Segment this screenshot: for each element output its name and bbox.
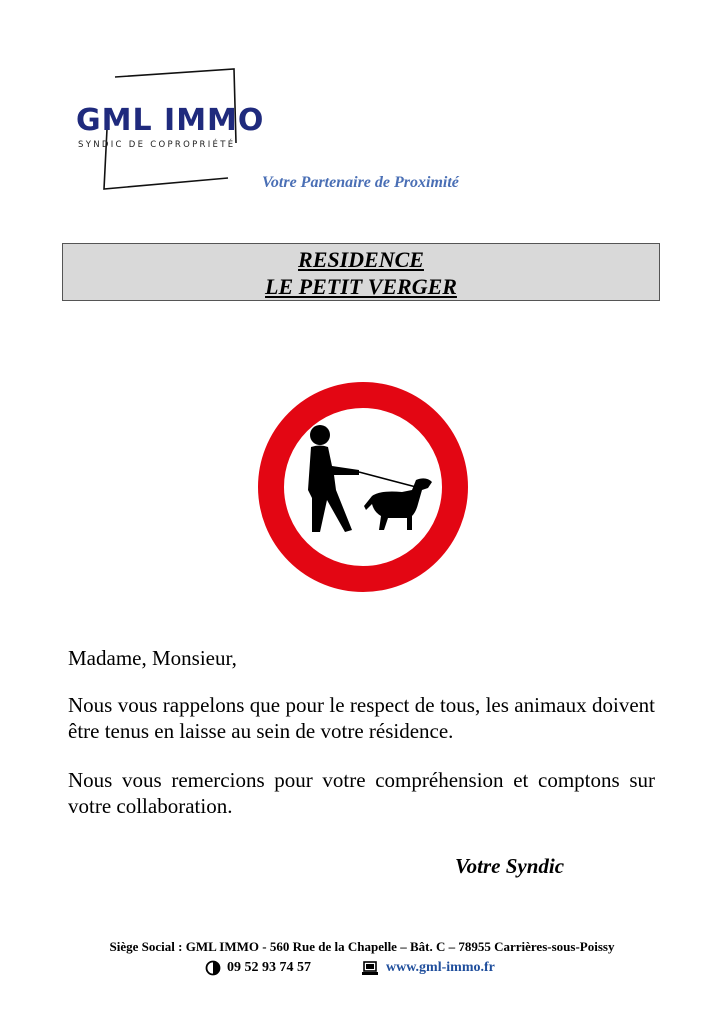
phone-icon: [205, 960, 221, 976]
logo-subtitle: SYNDIC DE COPROPRIÉTÉ: [78, 140, 236, 150]
footer-phone: [205, 960, 311, 976]
logo-brand-text: GML IMMO: [76, 103, 265, 138]
signature: Votre Syndic: [455, 854, 565, 878]
residence-title-box: [62, 243, 660, 301]
reminder-paragraph: Nous vous rappelons que pour le respect de tous, les animaux doivent être tenus en laisse au sein de votre résidence.: [68, 693, 655, 743]
no-dog-walking-sign-icon: [256, 380, 470, 594]
footer-address: Siège Social : GML IMMO - 560 Rue de la Chapelle – Bât. C – 78955 Carrières-sous-Poissy: [109, 939, 615, 954]
title-line-2: LE PETIT VERGER: [265, 274, 457, 299]
computer-icon: [362, 961, 378, 976]
phone-number: 09 52 93 74 57: [227, 960, 311, 975]
tagline: Votre Partenaire de Proximité: [262, 174, 459, 191]
company-logo: [70, 65, 270, 195]
title-line-1: RESIDENCE: [298, 247, 424, 272]
footer-website: [362, 960, 495, 976]
website-link[interactable]: www.gml-immo.fr: [386, 960, 495, 975]
greeting: Madame, Monsieur,: [68, 646, 237, 670]
thanks-paragraph: Nous vous remercions pour votre compréhension et comptons sur votre collaboration.: [68, 768, 655, 818]
